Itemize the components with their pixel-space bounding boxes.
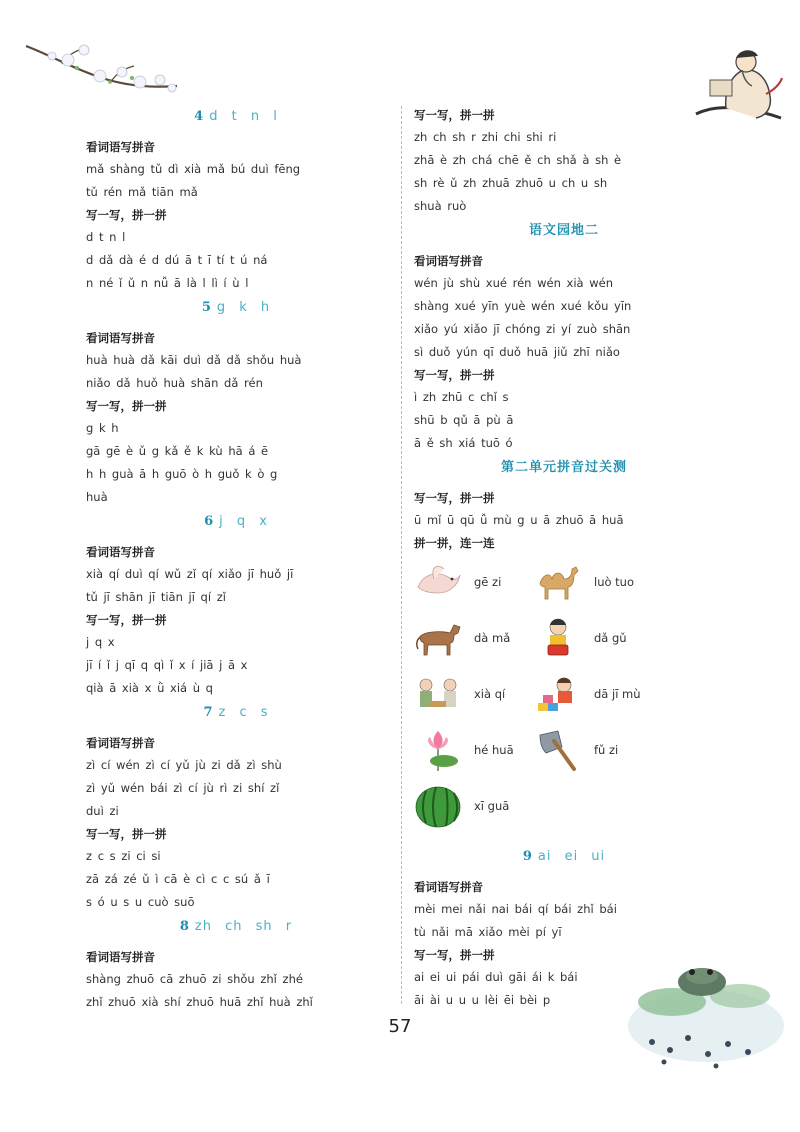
pinyin-word: gē zi [474, 575, 502, 589]
pinyin-line: wén jù shù xué rén wén xià wén [414, 276, 614, 290]
lotus-picture [414, 727, 462, 773]
pinyin-word: dǎ gǔ [594, 631, 627, 645]
pinyin-word: hé huā [474, 743, 514, 757]
pinyin-line: shuà ruò [414, 199, 467, 213]
picture-row [414, 722, 714, 778]
exercise-label: 写一写，拼一拼 [414, 948, 495, 962]
picture-row [414, 778, 714, 834]
pinyin-line: shū b qǔ ā pù ā [414, 413, 514, 427]
pinyin-line: zh ch sh r zhi chi shi ri [414, 130, 557, 144]
left-column [86, 104, 386, 1014]
page-number: 57 [388, 1016, 412, 1037]
pinyin-line: huà huà dǎ kāi duì dǎ dǎ shǒu huà [86, 353, 302, 367]
pinyin-word: fǔ zi [594, 743, 619, 757]
pinyin-line: shàng xué yīn yuè wén xué kǒu yīn [414, 299, 632, 313]
exercise-label: 写一写，拼一拼 [86, 208, 167, 222]
pinyin-line: xiǎo yú xiǎo jī chóng zi yí zuò shān [414, 322, 631, 336]
pinyin-line: mǎ shàng tǔ dì xià mǎ bú duì fēng [86, 162, 301, 176]
pinyin-word: dā jī mù [594, 687, 641, 701]
pinyin-line: tǔ rén mǎ tiān mǎ [86, 185, 198, 199]
pinyin-line: jī í ǐ j qī q qì ǐ x í jiā j ā x [86, 658, 248, 672]
elders-playing-chess-picture [414, 671, 462, 717]
camel-picture [534, 559, 582, 605]
pinyin-line: tǔ jī shān jī tiān jī qí zǐ [86, 590, 226, 604]
exercise-label: 看词语写拼音 [86, 950, 155, 964]
pinyin-line: mèi mei nǎi nai bái qí bái zhǐ bái [414, 902, 617, 916]
pinyin-line: s ó u s u cuò suō [86, 895, 195, 909]
exercise-label: 看词语写拼音 [86, 736, 155, 750]
pinyin-word: xī guā [474, 799, 510, 813]
pinyin-line: g k h [86, 421, 119, 435]
pinyin-line: zhā è zh chá chē ě ch shǎ à sh è [414, 153, 622, 167]
pinyin-line: h h guà ā h guō ò h guǒ k ò g [86, 467, 278, 481]
pinyin-line: tù nǎi mā xiǎo mèi pí yī [414, 925, 562, 939]
pinyin-line: ì zh zhū c chǐ s [414, 390, 509, 404]
pinyin-line: zhǐ zhuō xià shí zhuō huā zhǐ huà zhǐ [86, 995, 313, 1009]
watermelon-picture [414, 783, 462, 829]
exercise-label: 拼一拼，连一连 [414, 536, 495, 550]
exercise-label: 看词语写拼音 [414, 254, 483, 268]
pinyin-line: huà [86, 490, 108, 504]
exercise-label: 写一写，拼一拼 [86, 399, 167, 413]
pinyin-line: duì zi [86, 804, 119, 818]
child-building-blocks-picture [534, 671, 582, 717]
pinyin-line: n né ǐ ǔ n nǚ ā là l lì í ù l [86, 276, 249, 290]
pinyin-word: dà mǎ [474, 631, 511, 645]
section-title-yuwen-yuandi: 语文园地二 [528, 223, 599, 238]
pinyin-line: sh rè ǔ zh zhuā zhuō u ch u sh [414, 176, 608, 190]
pinyin-line: ū mǐ ū qū ǚ mù g u ā zhuō ā huā [414, 513, 624, 527]
pinyin-line: sì duǒ yún qī duǒ huā jiǔ zhī niǎo [414, 345, 620, 359]
exercise-label: 看词语写拼音 [86, 140, 155, 154]
right-column [414, 104, 714, 1012]
pinyin-line: niǎo dǎ huǒ huà shān dǎ rén [86, 376, 263, 390]
pinyin-line: xià qí duì qí wǔ zǐ qí xiǎo jī huǒ jī [86, 567, 294, 581]
picture-row [414, 610, 714, 666]
exercise-label: 看词语写拼音 [86, 331, 155, 345]
pinyin-line: ai ei ui pái duì gāi ái k bái [414, 970, 578, 984]
pinyin-line: ā ě sh xiá tuō ó [414, 436, 513, 450]
exercise-label: 看词语写拼音 [414, 880, 483, 894]
column-divider [401, 106, 402, 1004]
pinyin-word: xià qí [474, 687, 506, 701]
horse-picture [414, 615, 462, 661]
pinyin-word: luò tuo [594, 575, 635, 589]
pigeon-picture [414, 559, 462, 605]
section-title-6: 6 j q x [204, 514, 268, 529]
section-title-8: 8 zh ch sh r [179, 919, 293, 934]
exercise-label: 写一写，拼一拼 [414, 108, 495, 122]
exercise-label: 写一写，拼一拼 [86, 613, 167, 627]
plum-blossom-branch-illustration [22, 38, 182, 108]
section-title-9: 9 ai ei ui [522, 849, 606, 864]
pinyin-line: zā zá zé ǔ ì cā è cì c c sú ǎ ī [86, 872, 270, 886]
exercise-label: 写一写，拼一拼 [86, 827, 167, 841]
picture-row [414, 554, 714, 610]
pinyin-line: zì cí wén zì cí yǔ jù zi dǎ zì shù [86, 758, 282, 772]
pinyin-line: gā gē è ǔ g kǎ ě k kù hā á ē [86, 444, 269, 458]
exercise-label: 写一写，拼一拼 [414, 491, 495, 505]
pinyin-line: āi ài u u u lèi ēi bèi p [414, 993, 551, 1007]
axe-picture [534, 727, 582, 773]
section-title-unit-test: 第二单元拼音过关测 [500, 460, 627, 475]
pinyin-line: zì yǔ wén bái zì cí jù rì zi shí zǐ [86, 781, 280, 795]
pinyin-line: shàng zhuō cā zhuō zi shǒu zhǐ zhé [86, 972, 303, 986]
pinyin-line: d dǎ dà é d dú ā t ī tí t ú ná [86, 253, 268, 267]
section-title-7: 7 z c s [203, 705, 269, 720]
pinyin-line: z c s zi ci si [86, 849, 161, 863]
pinyin-line: qià ā xià x ǜ xiá ù q [86, 681, 213, 695]
pinyin-line: d t n l [86, 230, 126, 244]
boy-drum-picture [534, 615, 582, 661]
exercise-label: 看词语写拼音 [86, 545, 155, 559]
section-title-5: 5 g k h [201, 300, 271, 315]
picture-row [414, 666, 714, 722]
section-title-4: 4 d t n l [194, 109, 278, 124]
pinyin-line: j q x [86, 635, 115, 649]
exercise-label: 写一写，拼一拼 [414, 368, 495, 382]
